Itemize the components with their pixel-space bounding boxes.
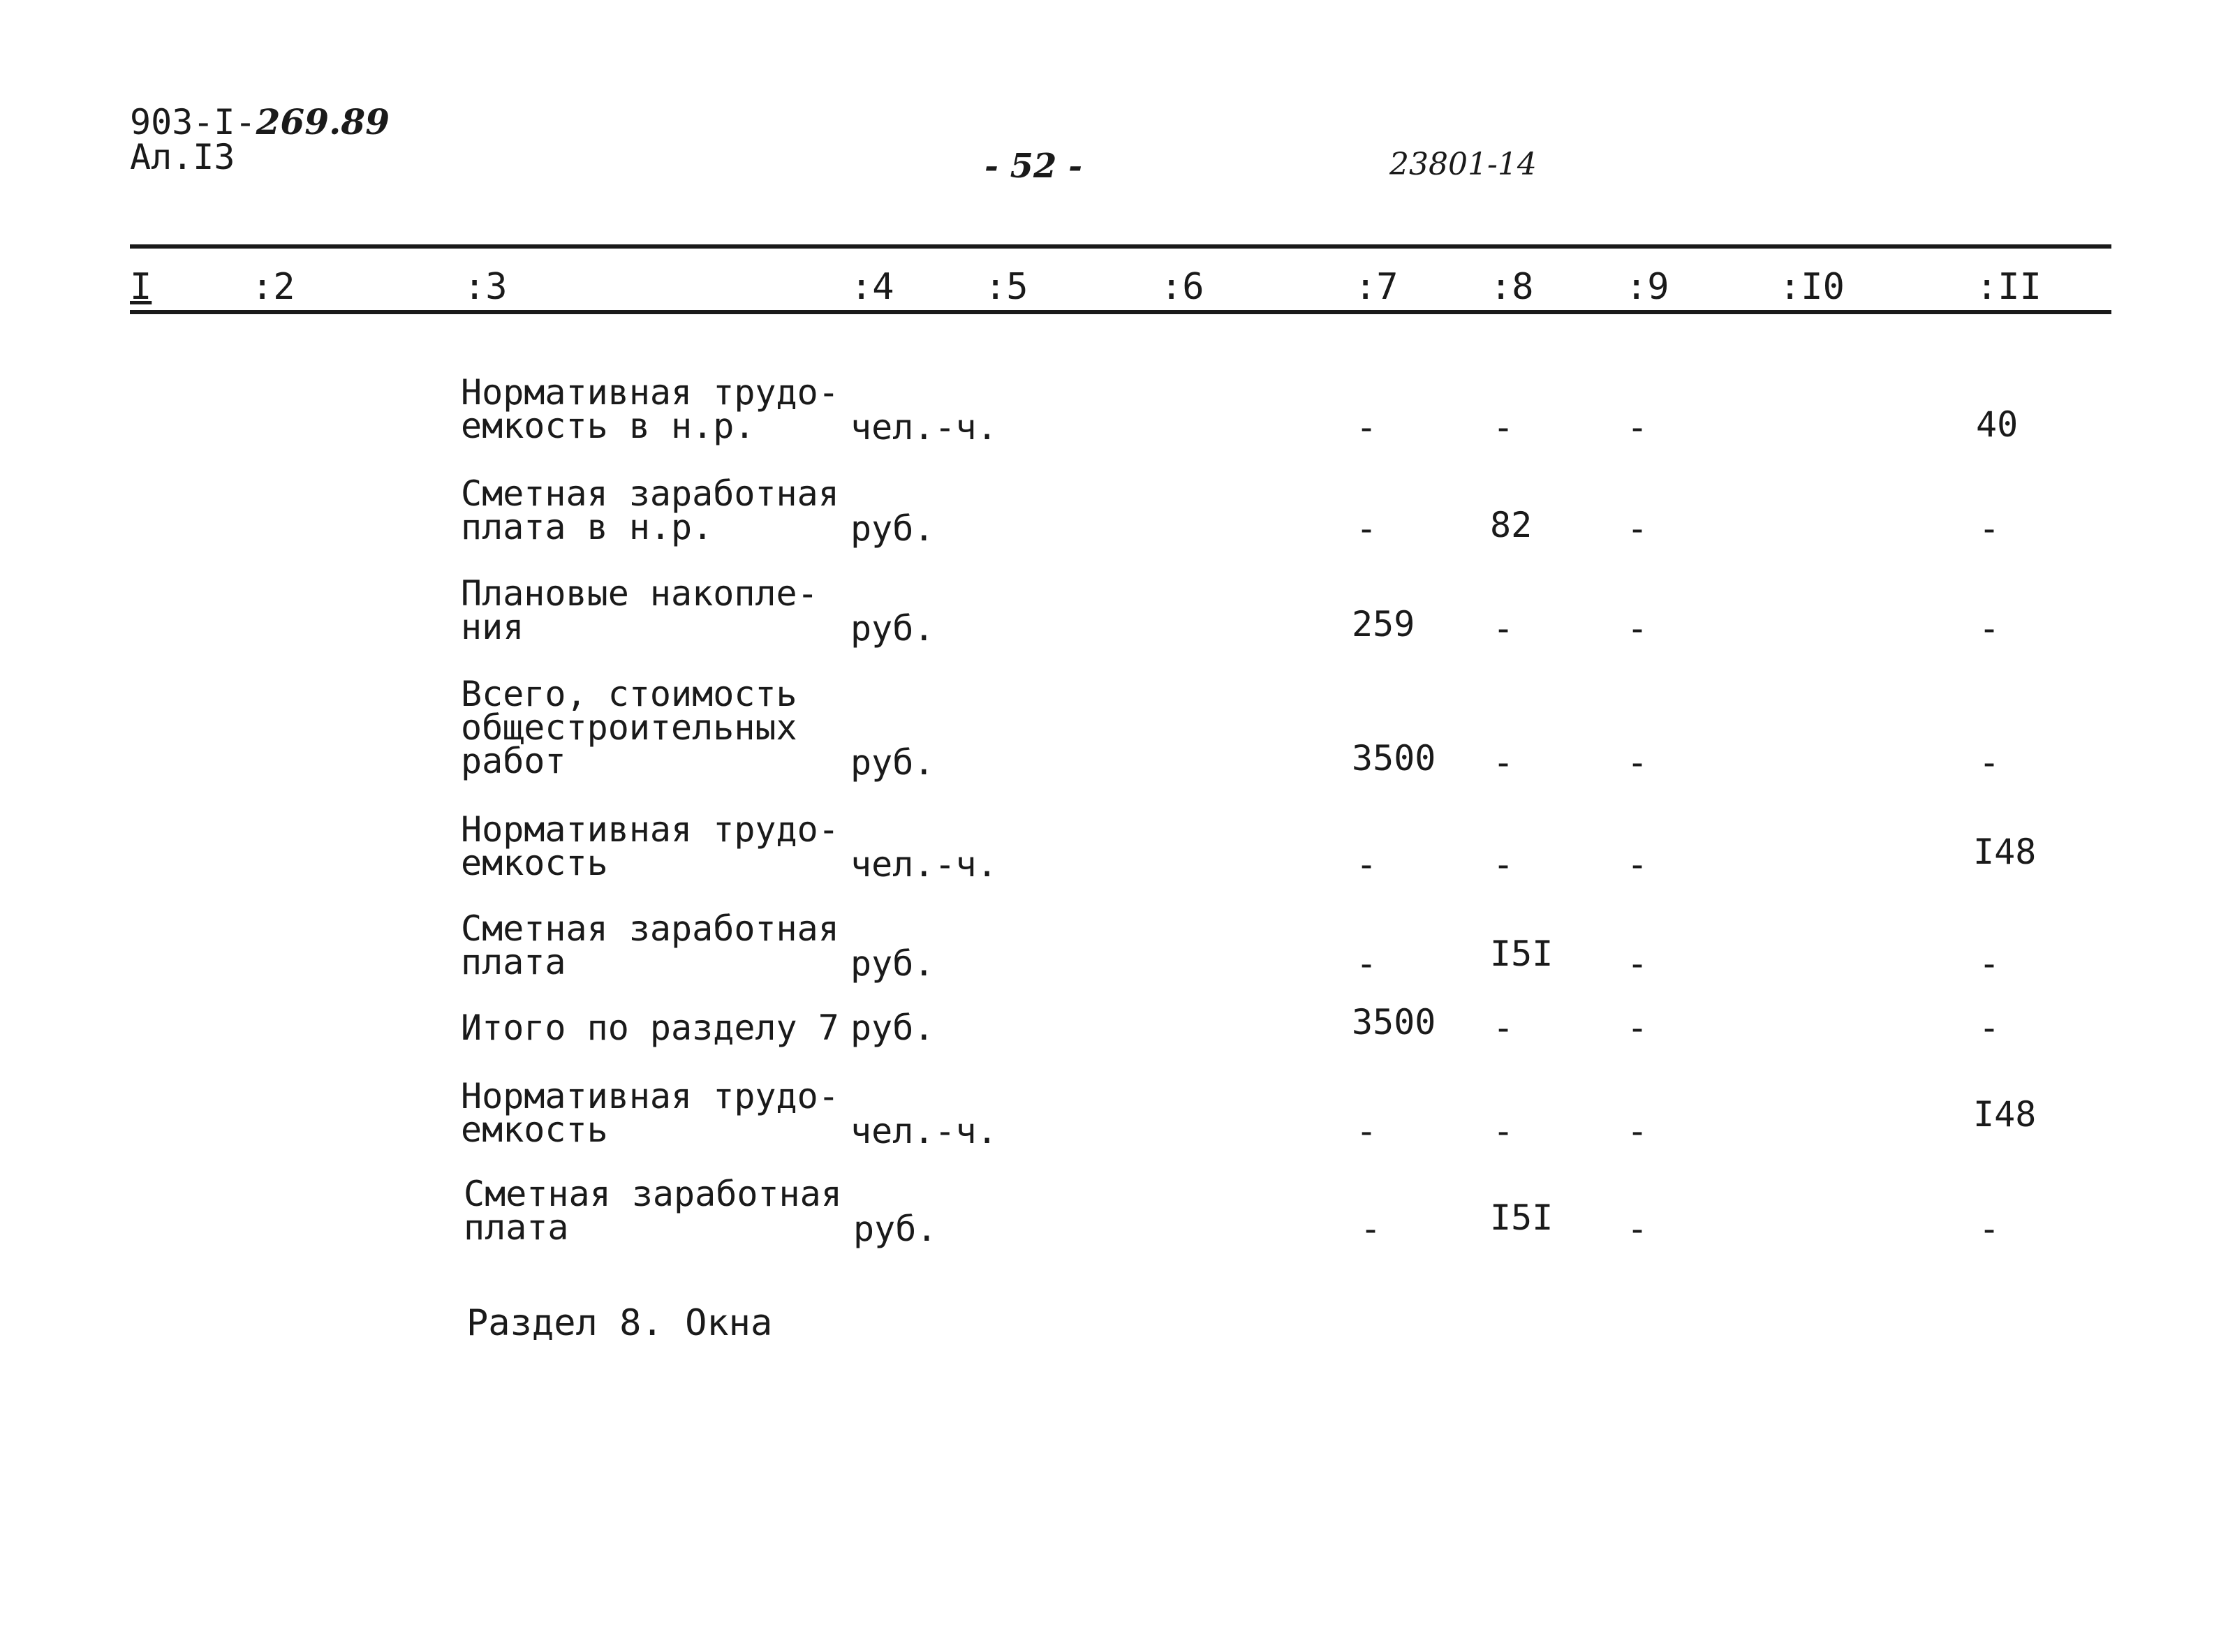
page-number: - 52 - [984, 147, 1083, 186]
row-name: Сметная заработная плата [464, 1174, 842, 1248]
row-col8: - [1493, 742, 1514, 783]
row-unit: руб. [850, 508, 935, 549]
row-unit: руб. [850, 943, 935, 984]
row-col8: - [1493, 1111, 1514, 1151]
row-col7: - [1356, 943, 1378, 984]
row-col8: - [1493, 844, 1514, 885]
row-col11: - [1979, 1008, 2000, 1048]
row-col8: - [1493, 608, 1514, 649]
column-header-1: I [130, 266, 152, 308]
row-col9: - [1627, 1209, 1648, 1249]
row-name: Нормативная трудо- емкость [461, 1076, 839, 1150]
column-header-10: :I0 [1779, 266, 1845, 308]
row-col9: - [1627, 407, 1648, 448]
row-col11: - [1979, 742, 2000, 783]
row-col11: I48 [1973, 832, 2037, 872]
column-header-3: :3 [464, 266, 508, 308]
row-col7: 259 [1352, 604, 1415, 644]
row-col7: - [1356, 844, 1378, 885]
row-col8: - [1493, 407, 1514, 448]
section-title: Раздел 8. Окна [466, 1302, 773, 1344]
row-col11: - [1979, 608, 2000, 649]
row-name: Итого по разделу 7 [461, 1008, 839, 1048]
column-header-6: :6 [1160, 266, 1204, 308]
row-col9: - [1627, 943, 1648, 984]
row-col9: - [1627, 742, 1648, 783]
row-col7: 3500 [1352, 1002, 1436, 1042]
column-header-7: :7 [1355, 266, 1399, 308]
row-unit: руб. [850, 608, 935, 649]
row-col9: - [1627, 844, 1648, 885]
document-number: 23801-14 [1389, 147, 1537, 182]
row-col11: - [1979, 508, 2000, 549]
row-name: Всего, стоимость общестроительных работ [461, 674, 797, 781]
row-name: Нормативная трудо- емкость [461, 809, 839, 883]
row-col9: - [1627, 608, 1648, 649]
column-header-8: :8 [1490, 266, 1534, 308]
row-unit: руб. [850, 742, 935, 783]
row-col8: 82 [1490, 505, 1533, 545]
row-col7: - [1356, 1111, 1378, 1151]
row-col11: - [1979, 1209, 2000, 1249]
row-col11: I48 [1973, 1094, 2037, 1135]
column-header-5: :5 [984, 266, 1028, 308]
column-header-2: :2 [251, 266, 295, 308]
header-rule [130, 310, 2111, 314]
row-col9: - [1627, 508, 1648, 549]
row-col8: I5I [1490, 1197, 1554, 1238]
row-unit: чел.-ч. [850, 1111, 998, 1151]
sheet-label: Ал.I3 [130, 137, 235, 177]
column-header-9: :9 [1625, 266, 1669, 308]
document-code-prefix: 903-I- [130, 102, 256, 142]
row-col8: I5I [1490, 934, 1554, 974]
row-unit: руб. [850, 1008, 935, 1048]
row-unit: чел.-ч. [850, 407, 998, 448]
row-col9: - [1627, 1111, 1648, 1151]
row-name: Сметная заработная плата в н.р. [461, 473, 839, 547]
row-col7: - [1356, 407, 1378, 448]
row-col7: - [1360, 1209, 1382, 1249]
column-header-4: :4 [850, 266, 894, 308]
top-rule [130, 244, 2111, 249]
row-unit: чел.-ч. [850, 844, 998, 885]
row-col7: - [1356, 508, 1378, 549]
row-name: Сметная заработная плата [461, 908, 839, 982]
row-name: Нормативная трудо- емкость в н.р. [461, 372, 839, 446]
row-col11: - [1979, 943, 2000, 984]
document-code [130, 101, 390, 142]
row-col8: - [1493, 1008, 1514, 1048]
document-code-handwritten: 269.89 [256, 101, 390, 142]
row-col7: 3500 [1352, 738, 1436, 779]
row-col11: 40 [1976, 404, 2019, 445]
column-header-11: :II [1976, 266, 2042, 308]
row-unit: руб. [853, 1209, 938, 1249]
row-col9: - [1627, 1008, 1648, 1048]
row-name: Плановые накопле- ния [461, 573, 818, 647]
